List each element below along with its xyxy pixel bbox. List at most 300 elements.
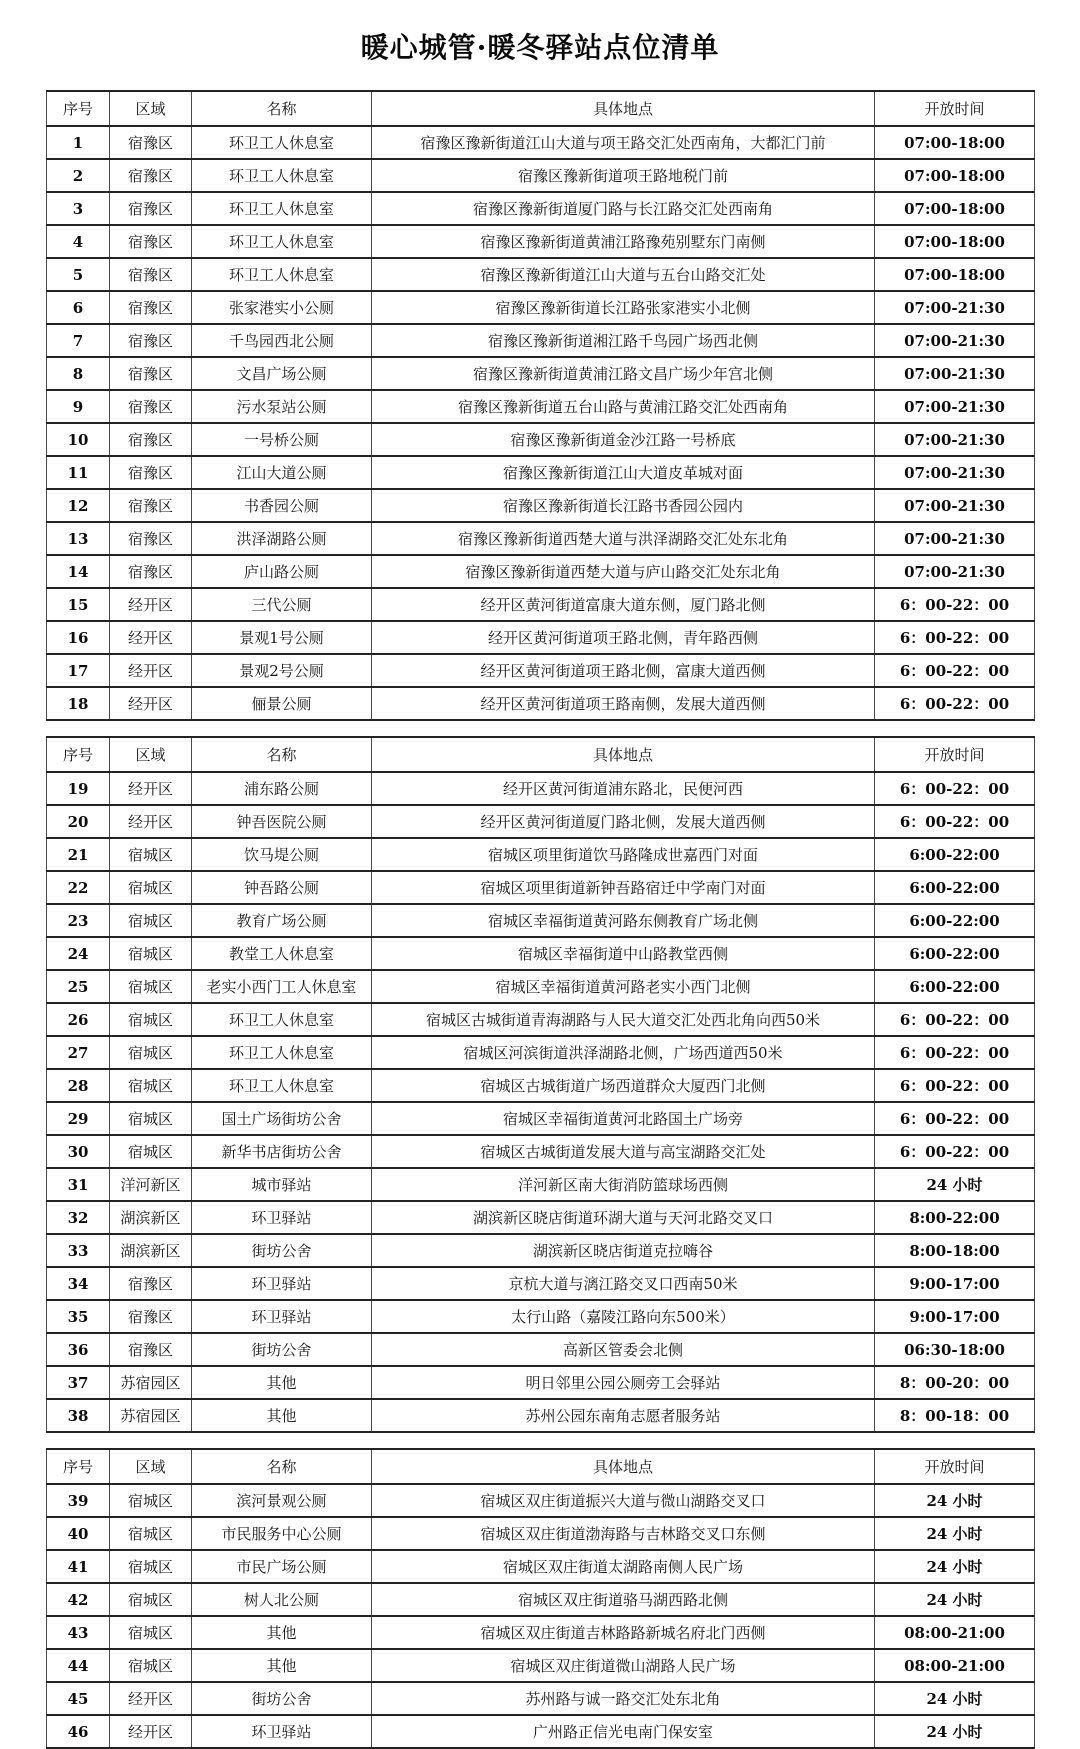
station-table-section-3 — [46, 1448, 1035, 1749]
cell-region: 宿豫区 — [110, 390, 192, 423]
cell-name: 滨河景观公厕 — [192, 1484, 372, 1517]
cell-name: 城市驿站 — [192, 1168, 372, 1201]
cell-region: 宿豫区 — [110, 1333, 192, 1366]
cell-name: 树人北公厕 — [192, 1583, 372, 1616]
cell-region: 湖滨新区 — [110, 1234, 192, 1267]
cell-region: 宿豫区 — [110, 357, 192, 390]
cell-region: 经开区 — [110, 1682, 192, 1715]
col-header-hours: 开放时间 — [875, 737, 1035, 772]
col-header-address: 具体地点 — [372, 737, 875, 772]
cell-name: 三代公厕 — [192, 588, 372, 621]
cell-region: 宿城区 — [110, 904, 192, 937]
cell-region: 经开区 — [110, 772, 192, 805]
cell-region: 经开区 — [110, 654, 192, 687]
cell-region: 宿城区 — [110, 1102, 192, 1135]
cell-address: 经开区黄河街道浦东路北，民便河西 — [372, 772, 875, 805]
cell-address: 宿城区双庄街道吉林路路新城名府北门西侧 — [372, 1616, 875, 1649]
cell-region: 宿豫区 — [110, 225, 192, 258]
cell-hours: 07:00-21:30 — [875, 489, 1035, 522]
table-row — [47, 654, 1035, 687]
cell-no: 1 — [47, 126, 110, 159]
cell-address: 宿城区项里街道饮马路隆成世嘉西门对面 — [372, 838, 875, 871]
cell-address: 宿豫区豫新街道黄浦江路豫苑别墅东门南侧 — [372, 225, 875, 258]
cell-name: 环卫工人休息室 — [192, 225, 372, 258]
cell-address: 宿豫区豫新街道长江路张家港实小北侧 — [372, 291, 875, 324]
cell-hours: 9:00-17:00 — [875, 1300, 1035, 1333]
cell-no: 11 — [47, 456, 110, 489]
cell-hours: 07:00-18:00 — [875, 192, 1035, 225]
cell-hours: 24 小时 — [875, 1715, 1035, 1748]
cell-address: 宿城区幸福街道黄河路东侧教育广场北侧 — [372, 904, 875, 937]
cell-hours: 6：00-22：00 — [875, 588, 1035, 621]
cell-name: 文昌广场公厕 — [192, 357, 372, 390]
table-row — [47, 1550, 1035, 1583]
table-row — [47, 588, 1035, 621]
table-row — [47, 324, 1035, 357]
cell-address: 宿城区双庄街道渤海路与吉林路交叉口东侧 — [372, 1517, 875, 1550]
table-row — [47, 258, 1035, 291]
cell-no: 28 — [47, 1069, 110, 1102]
cell-hours: 6:00-22:00 — [875, 970, 1035, 1003]
cell-no: 19 — [47, 772, 110, 805]
table-row — [47, 1135, 1035, 1168]
cell-hours: 07:00-21:30 — [875, 423, 1035, 456]
cell-region: 宿城区 — [110, 1550, 192, 1583]
cell-name: 浦东路公厕 — [192, 772, 372, 805]
cell-address: 宿豫区豫新街道长江路书香园公园内 — [372, 489, 875, 522]
cell-address: 宿豫区豫新街道湘江路千鸟园广场西北侧 — [372, 324, 875, 357]
cell-hours: 6：00-22：00 — [875, 687, 1035, 720]
cell-name: 教育广场公厕 — [192, 904, 372, 937]
header-row — [47, 91, 1035, 126]
cell-address: 洋河新区南大街消防篮球场西侧 — [372, 1168, 875, 1201]
table-row — [47, 1517, 1035, 1550]
cell-name: 环卫工人休息室 — [192, 1036, 372, 1069]
cell-name: 街坊公舍 — [192, 1333, 372, 1366]
cell-address: 广州路正信光电南门保安室 — [372, 1715, 875, 1748]
cell-hours: 8：00-18：00 — [875, 1399, 1035, 1432]
cell-name: 饮马堤公厕 — [192, 838, 372, 871]
cell-address: 经开区黄河街道项王路北侧，富康大道西侧 — [372, 654, 875, 687]
cell-region: 宿城区 — [110, 1517, 192, 1550]
table-row — [47, 1102, 1035, 1135]
cell-address: 宿豫区豫新街道项王路地税门前 — [372, 159, 875, 192]
cell-region: 经开区 — [110, 805, 192, 838]
cell-hours: 6：00-22：00 — [875, 1102, 1035, 1135]
cell-region: 宿城区 — [110, 970, 192, 1003]
cell-region: 宿豫区 — [110, 1300, 192, 1333]
cell-name: 环卫工人休息室 — [192, 1069, 372, 1102]
cell-no: 7 — [47, 324, 110, 357]
cell-name: 庐山路公厕 — [192, 555, 372, 588]
cell-region: 经开区 — [110, 588, 192, 621]
cell-name: 环卫驿站 — [192, 1201, 372, 1234]
cell-name: 国土广场街坊公舍 — [192, 1102, 372, 1135]
cell-no: 43 — [47, 1616, 110, 1649]
cell-hours: 24 小时 — [875, 1682, 1035, 1715]
table-row — [47, 192, 1035, 225]
cell-no: 23 — [47, 904, 110, 937]
table-row — [47, 522, 1035, 555]
table-row — [47, 904, 1035, 937]
cell-hours: 07:00-18:00 — [875, 126, 1035, 159]
cell-no: 27 — [47, 1036, 110, 1069]
cell-name: 俪景公厕 — [192, 687, 372, 720]
cell-address: 太行山路（嘉陵江路向东500米） — [372, 1300, 875, 1333]
cell-region: 宿城区 — [110, 1003, 192, 1036]
cell-name: 环卫驿站 — [192, 1267, 372, 1300]
cell-name: 环卫工人休息室 — [192, 1003, 372, 1036]
cell-name: 景观2号公厕 — [192, 654, 372, 687]
table-row — [47, 423, 1035, 456]
cell-region: 宿城区 — [110, 1649, 192, 1682]
cell-hours: 6:00-22:00 — [875, 838, 1035, 871]
cell-no: 34 — [47, 1267, 110, 1300]
table-row — [47, 1069, 1035, 1102]
col-header-hours: 开放时间 — [875, 1449, 1035, 1484]
cell-hours: 6：00-22：00 — [875, 772, 1035, 805]
cell-region: 宿豫区 — [110, 126, 192, 159]
cell-hours: 06:30-18:00 — [875, 1333, 1035, 1366]
cell-no: 17 — [47, 654, 110, 687]
cell-hours: 6：00-22：00 — [875, 1069, 1035, 1102]
cell-no: 29 — [47, 1102, 110, 1135]
cell-hours: 8:00-18:00 — [875, 1234, 1035, 1267]
table-row — [47, 1234, 1035, 1267]
cell-name: 环卫工人休息室 — [192, 258, 372, 291]
cell-hours: 08:00-21:00 — [875, 1616, 1035, 1649]
cell-region: 宿城区 — [110, 1616, 192, 1649]
cell-name: 街坊公舍 — [192, 1234, 372, 1267]
table-row — [47, 159, 1035, 192]
cell-region: 宿城区 — [110, 1484, 192, 1517]
cell-hours: 9:00-17:00 — [875, 1267, 1035, 1300]
cell-address: 经开区黄河街道富康大道东侧，厦门路北侧 — [372, 588, 875, 621]
cell-no: 21 — [47, 838, 110, 871]
cell-no: 2 — [47, 159, 110, 192]
cell-hours: 8：00-20：00 — [875, 1366, 1035, 1399]
cell-hours: 07:00-21:30 — [875, 456, 1035, 489]
cell-no: 36 — [47, 1333, 110, 1366]
cell-name: 街坊公舍 — [192, 1682, 372, 1715]
cell-hours: 24 小时 — [875, 1484, 1035, 1517]
cell-address: 宿豫区豫新街道五台山路与黄浦江路交汇处西南角 — [372, 390, 875, 423]
table-row — [47, 1649, 1035, 1682]
cell-address: 京杭大道与漓江路交叉口西南50米 — [372, 1267, 875, 1300]
station-table-section-2 — [46, 736, 1035, 1433]
cell-no: 42 — [47, 1583, 110, 1616]
cell-no: 35 — [47, 1300, 110, 1333]
cell-hours: 6：00-22：00 — [875, 654, 1035, 687]
cell-name: 市民服务中心公厕 — [192, 1517, 372, 1550]
cell-name: 张家港实小公厕 — [192, 291, 372, 324]
col-header-no: 序号 — [47, 91, 110, 126]
cell-address: 湖滨新区晓店街道环湖大道与天河北路交叉口 — [372, 1201, 875, 1234]
table-row — [47, 1484, 1035, 1517]
table-row — [47, 126, 1035, 159]
cell-address: 宿城区双庄街道振兴大道与微山湖路交叉口 — [372, 1484, 875, 1517]
cell-no: 40 — [47, 1517, 110, 1550]
cell-name: 钟吾医院公厕 — [192, 805, 372, 838]
cell-region: 宿城区 — [110, 937, 192, 970]
cell-no: 31 — [47, 1168, 110, 1201]
col-header-hours: 开放时间 — [875, 91, 1035, 126]
cell-address: 苏州路与诚一路交汇处东北角 — [372, 1682, 875, 1715]
cell-address: 宿豫区豫新街道厦门路与长江路交汇处西南角 — [372, 192, 875, 225]
cell-hours: 6：00-22：00 — [875, 1003, 1035, 1036]
cell-no: 26 — [47, 1003, 110, 1036]
cell-address: 宿城区双庄街道微山湖路人民广场 — [372, 1649, 875, 1682]
cell-name: 新华书店街坊公舍 — [192, 1135, 372, 1168]
table-row — [47, 838, 1035, 871]
cell-region: 宿豫区 — [110, 522, 192, 555]
cell-hours: 6：00-22：00 — [875, 1036, 1035, 1069]
cell-name: 江山大道公厕 — [192, 456, 372, 489]
cell-no: 32 — [47, 1201, 110, 1234]
cell-no: 30 — [47, 1135, 110, 1168]
table-row — [47, 1168, 1035, 1201]
cell-address: 湖滨新区晓店街道克拉嗨谷 — [372, 1234, 875, 1267]
col-header-region: 区域 — [110, 1449, 192, 1484]
cell-hours: 6：00-22：00 — [875, 621, 1035, 654]
cell-no: 37 — [47, 1366, 110, 1399]
cell-name: 环卫工人休息室 — [192, 159, 372, 192]
cell-region: 经开区 — [110, 621, 192, 654]
cell-hours: 6：00-22：00 — [875, 1135, 1035, 1168]
cell-region: 宿豫区 — [110, 456, 192, 489]
cell-region: 宿豫区 — [110, 258, 192, 291]
cell-region: 宿豫区 — [110, 555, 192, 588]
table-row — [47, 937, 1035, 970]
cell-no: 24 — [47, 937, 110, 970]
table-row — [47, 1682, 1035, 1715]
cell-no: 41 — [47, 1550, 110, 1583]
col-header-name: 名称 — [192, 737, 372, 772]
col-header-name: 名称 — [192, 1449, 372, 1484]
cell-no: 15 — [47, 588, 110, 621]
cell-region: 宿豫区 — [110, 291, 192, 324]
col-header-address: 具体地点 — [372, 91, 875, 126]
table-row — [47, 489, 1035, 522]
cell-region: 宿城区 — [110, 871, 192, 904]
cell-address: 经开区黄河街道项王路南侧，发展大道西侧 — [372, 687, 875, 720]
tables-container — [0, 90, 1080, 1749]
cell-address: 宿城区幸福街道中山路教堂西侧 — [372, 937, 875, 970]
cell-name: 书香园公厕 — [192, 489, 372, 522]
header-row — [47, 737, 1035, 772]
cell-no: 39 — [47, 1484, 110, 1517]
col-header-no: 序号 — [47, 1449, 110, 1484]
cell-address: 经开区黄河街道厦门路北侧，发展大道西侧 — [372, 805, 875, 838]
table-row — [47, 225, 1035, 258]
cell-no: 14 — [47, 555, 110, 588]
header-row — [47, 1449, 1035, 1484]
cell-no: 44 — [47, 1649, 110, 1682]
page-title: 暖心城管·暖冬驿站点位清单 — [360, 31, 720, 64]
cell-name: 钟吾路公厕 — [192, 871, 372, 904]
cell-hours: 6:00-22:00 — [875, 937, 1035, 970]
cell-no: 5 — [47, 258, 110, 291]
cell-no: 9 — [47, 390, 110, 423]
cell-name: 千鸟园西北公厕 — [192, 324, 372, 357]
cell-hours: 07:00-21:30 — [875, 522, 1035, 555]
table-row — [47, 772, 1035, 805]
cell-hours: 24 小时 — [875, 1168, 1035, 1201]
table-row — [47, 1366, 1035, 1399]
cell-address: 经开区黄河街道项王路北侧，青年路西侧 — [372, 621, 875, 654]
cell-no: 3 — [47, 192, 110, 225]
cell-name: 污水泵站公厕 — [192, 390, 372, 423]
table-row — [47, 1616, 1035, 1649]
cell-address: 宿城区古城街道青海湖路与人民大道交汇处西北角向西50米 — [372, 1003, 875, 1036]
cell-name: 景观1号公厕 — [192, 621, 372, 654]
table-row — [47, 1715, 1035, 1748]
cell-address: 宿城区双庄街道太湖路南侧人民广场 — [372, 1550, 875, 1583]
table-row — [47, 1399, 1035, 1432]
cell-no: 6 — [47, 291, 110, 324]
cell-region: 经开区 — [110, 687, 192, 720]
table-row — [47, 1300, 1035, 1333]
cell-no: 33 — [47, 1234, 110, 1267]
table-row — [47, 1003, 1035, 1036]
cell-no: 4 — [47, 225, 110, 258]
cell-region: 宿豫区 — [110, 423, 192, 456]
cell-address: 宿城区古城街道发展大道与高宝湖路交汇处 — [372, 1135, 875, 1168]
cell-name: 其他 — [192, 1366, 372, 1399]
cell-name: 洪泽湖路公厕 — [192, 522, 372, 555]
cell-name: 其他 — [192, 1616, 372, 1649]
cell-no: 20 — [47, 805, 110, 838]
cell-address: 宿城区幸福街道黄河北路国土广场旁 — [372, 1102, 875, 1135]
cell-hours: 07:00-21:30 — [875, 555, 1035, 588]
station-table-section-1 — [46, 90, 1035, 721]
cell-name: 环卫工人休息室 — [192, 126, 372, 159]
cell-address: 宿城区幸福街道黄河路老实小西门北侧 — [372, 970, 875, 1003]
cell-no: 22 — [47, 871, 110, 904]
table-row — [47, 621, 1035, 654]
table-row — [47, 805, 1035, 838]
col-header-address: 具体地点 — [372, 1449, 875, 1484]
cell-address: 宿豫区豫新街道江山大道与五台山路交汇处 — [372, 258, 875, 291]
cell-no: 12 — [47, 489, 110, 522]
table-row — [47, 390, 1035, 423]
cell-no: 16 — [47, 621, 110, 654]
table-row — [47, 970, 1035, 1003]
col-header-region: 区域 — [110, 737, 192, 772]
cell-region: 经开区 — [110, 1715, 192, 1748]
cell-region: 宿城区 — [110, 1583, 192, 1616]
cell-hours: 07:00-21:30 — [875, 324, 1035, 357]
cell-address: 宿城区河滨街道洪泽湖路北侧，广场西道西50米 — [372, 1036, 875, 1069]
cell-region: 宿城区 — [110, 1135, 192, 1168]
cell-name: 老实小西门工人休息室 — [192, 970, 372, 1003]
table-row — [47, 555, 1035, 588]
cell-region: 宿豫区 — [110, 489, 192, 522]
cell-region: 宿城区 — [110, 1069, 192, 1102]
cell-no: 10 — [47, 423, 110, 456]
cell-region: 宿豫区 — [110, 192, 192, 225]
cell-hours: 07:00-21:30 — [875, 390, 1035, 423]
table-row — [47, 1036, 1035, 1069]
cell-hours: 07:00-18:00 — [875, 159, 1035, 192]
cell-region: 苏宿园区 — [110, 1366, 192, 1399]
cell-address: 宿豫区豫新街道黄浦江路文昌广场少年宫北侧 — [372, 357, 875, 390]
cell-address: 高新区管委会北侧 — [372, 1333, 875, 1366]
table-row — [47, 357, 1035, 390]
cell-name: 环卫工人休息室 — [192, 192, 372, 225]
cell-address: 宿豫区豫新街道金沙江路一号桥底 — [372, 423, 875, 456]
cell-hours: 07:00-18:00 — [875, 258, 1035, 291]
cell-hours: 8:00-22:00 — [875, 1201, 1035, 1234]
table-row — [47, 1201, 1035, 1234]
cell-no: 45 — [47, 1682, 110, 1715]
cell-no: 46 — [47, 1715, 110, 1748]
cell-name: 其他 — [192, 1399, 372, 1432]
cell-hours: 08:00-21:00 — [875, 1649, 1035, 1682]
cell-hours: 6:00-22:00 — [875, 871, 1035, 904]
cell-region: 宿豫区 — [110, 159, 192, 192]
cell-hours: 6：00-22：00 — [875, 805, 1035, 838]
table-row — [47, 1267, 1035, 1300]
cell-address: 宿城区双庄街道骆马湖西路北侧 — [372, 1583, 875, 1616]
cell-region: 洋河新区 — [110, 1168, 192, 1201]
cell-hours: 6:00-22:00 — [875, 904, 1035, 937]
cell-address: 宿豫区豫新街道西楚大道与庐山路交汇处东北角 — [372, 555, 875, 588]
cell-region: 宿豫区 — [110, 324, 192, 357]
cell-address: 宿城区古城街道广场西道群众大厦西门北侧 — [372, 1069, 875, 1102]
cell-name: 教堂工人休息室 — [192, 937, 372, 970]
cell-region: 宿豫区 — [110, 1267, 192, 1300]
cell-region: 湖滨新区 — [110, 1201, 192, 1234]
cell-address: 宿豫区豫新街道江山大道与项王路交汇处西南角，大都汇门前 — [372, 126, 875, 159]
document-page — [0, 26, 1080, 1741]
cell-address: 宿豫区豫新街道江山大道皮革城对面 — [372, 456, 875, 489]
cell-name: 环卫驿站 — [192, 1300, 372, 1333]
cell-region: 宿城区 — [110, 1036, 192, 1069]
cell-hours: 24 小时 — [875, 1517, 1035, 1550]
cell-no: 38 — [47, 1399, 110, 1432]
table-row — [47, 687, 1035, 720]
table-row — [47, 1583, 1035, 1616]
table-row — [47, 1333, 1035, 1366]
cell-address: 宿城区项里街道新钟吾路宿迁中学南门对面 — [372, 871, 875, 904]
col-header-no: 序号 — [47, 737, 110, 772]
cell-hours: 07:00-21:30 — [875, 357, 1035, 390]
table-row — [47, 291, 1035, 324]
cell-address: 宿豫区豫新街道西楚大道与洪泽湖路交汇处东北角 — [372, 522, 875, 555]
col-header-region: 区域 — [110, 91, 192, 126]
cell-region: 苏宿园区 — [110, 1399, 192, 1432]
table-row — [47, 456, 1035, 489]
cell-no: 8 — [47, 357, 110, 390]
cell-address: 明日邻里公园公厕旁工会驿站 — [372, 1366, 875, 1399]
cell-hours: 24 小时 — [875, 1550, 1035, 1583]
cell-name: 环卫驿站 — [192, 1715, 372, 1748]
table-row — [47, 871, 1035, 904]
cell-name: 一号桥公厕 — [192, 423, 372, 456]
cell-region: 宿城区 — [110, 838, 192, 871]
cell-name: 市民广场公厕 — [192, 1550, 372, 1583]
col-header-name: 名称 — [192, 91, 372, 126]
cell-no: 18 — [47, 687, 110, 720]
cell-no: 25 — [47, 970, 110, 1003]
cell-name: 其他 — [192, 1649, 372, 1682]
cell-address: 苏州公园东南角志愿者服务站 — [372, 1399, 875, 1432]
cell-hours: 24 小时 — [875, 1583, 1035, 1616]
cell-hours: 07:00-21:30 — [875, 291, 1035, 324]
cell-no: 13 — [47, 522, 110, 555]
cell-hours: 07:00-18:00 — [875, 225, 1035, 258]
